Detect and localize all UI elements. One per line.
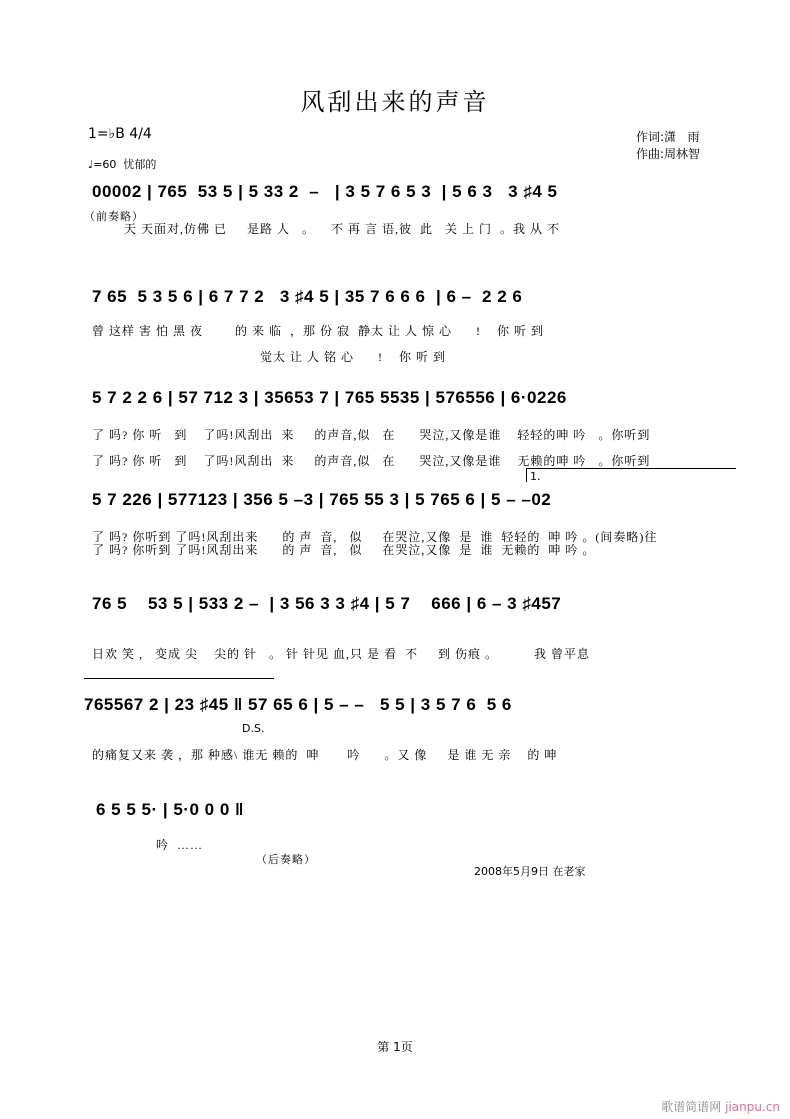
score-notes-row-3: 5 7 2 2 6 | 57 712 3 | 35653 7 | 765 5535 | 576556 | 6·0226 xyxy=(92,388,567,407)
score-notes-row-6: 765567 2 | 23 ♯45 ‖ 57 65 6 | 5 – – 5 5 | 3 5 7 6 5 6 xyxy=(84,695,512,714)
score-notes-row-1: 00002 | 765 53 5 | 5 33 2 – | 3 5 7 6 5 3 | 5 6 3 3 ♯4 5 xyxy=(92,182,558,201)
lyrics-row-7: 吟 …… xyxy=(92,838,204,852)
lyrics-row-4a: 了 吗? 你听到 了吗!风刮出来 的 声 音, 似 在哭泣,又像 是 谁 轻轻的 呻 吟 。(间奏略)往 xyxy=(92,530,658,544)
lyrics-row-6: 的痛复又来 袭 ，那 种感\ 谁无 赖的 呻 吟 。又 像 是 谁 无 亲 的 呻 xyxy=(92,748,558,762)
watermark-site: 歌谱简谱网 xyxy=(661,1100,722,1114)
score-notes-row-2: 7 65 5 3 5 6 | 6 7 7 2 3 ♯4 5 | 35 7 6 6 6 | 6 – 2 2 6 xyxy=(92,287,523,306)
lyrics-row-5: 日欢 笑 , 变成 尖 尖的 针 。 针 针见 血,只 是 看 不 到 伤痕 。 我 曾平息 xyxy=(92,647,591,661)
volta-line xyxy=(526,468,736,469)
volta-bracket xyxy=(526,468,527,482)
outro-marking: （后奏略） xyxy=(256,854,316,866)
page-number: 第 1页 xyxy=(377,1040,413,1054)
score-notes-row-7: 6 5 5 5· | 5·0 0 0 ‖ xyxy=(96,800,244,819)
tempo-marking: ♩=60 忧郁的 xyxy=(88,158,157,171)
lyricist-credit: 作词:潇 雨 xyxy=(636,130,700,144)
page-title: 风刮出来的声音 xyxy=(300,88,490,116)
score-notes-row-4: 5 7 226 | 577123 | 356 5 –3 | 765 55 3 | 5 765 6 | 5 – –02 xyxy=(92,490,552,509)
score-notes-row-5: 76 5 53 5 | 533 2 – | 3 56 3 3 ♯4 | 5 7 666 | 6 – 3 ♯457 xyxy=(92,594,562,613)
watermark xyxy=(661,1098,780,1115)
watermark-url: jianpu.cn xyxy=(725,1100,780,1114)
composition-date: 2008年5月9日 在老家 xyxy=(474,865,586,878)
composer-credit: 作曲:周林智 xyxy=(636,147,701,161)
lyrics-row-3b: 了 吗? 你 听 到 了吗!风刮出 来 的声音,似 在 哭泣,又像是谁 无赖的呻 吟 。你听到 xyxy=(92,454,651,468)
intro-marking: （前奏略） xyxy=(84,211,144,223)
lyrics-row-2a: 曾 这样 害 怕 黑 夜 的 来 临 ，那 份 寂 静太 让 人 惊 心 ! 你 听 到 xyxy=(92,324,544,338)
lyrics-row-2b: 觉太 让 人 铭 心 ! 你 听 到 xyxy=(92,350,446,364)
dal-segno-marking: D.S. xyxy=(242,722,265,735)
phrase-line xyxy=(84,678,274,679)
lyrics-row-1: 天 天面对,仿佛 已 是路 人 。 不 再 言 语,彼 此 关 上 门 。我 从 不 xyxy=(92,222,561,236)
volta-marking: 1. xyxy=(530,470,541,483)
lyrics-row-4b: 了 吗? 你听到 了吗!风刮出来 的 声 音, 似 在哭泣,又像 是 谁 无赖的 呻 吟 。 xyxy=(92,543,596,557)
key-signature: 1=♭B 4/4 xyxy=(88,126,152,142)
lyrics-row-3a: 了 吗? 你 听 到 了吗!风刮出 来 的声音,似 在 哭泣,又像是谁 轻轻的呻 吟 。你听到 xyxy=(92,428,651,442)
